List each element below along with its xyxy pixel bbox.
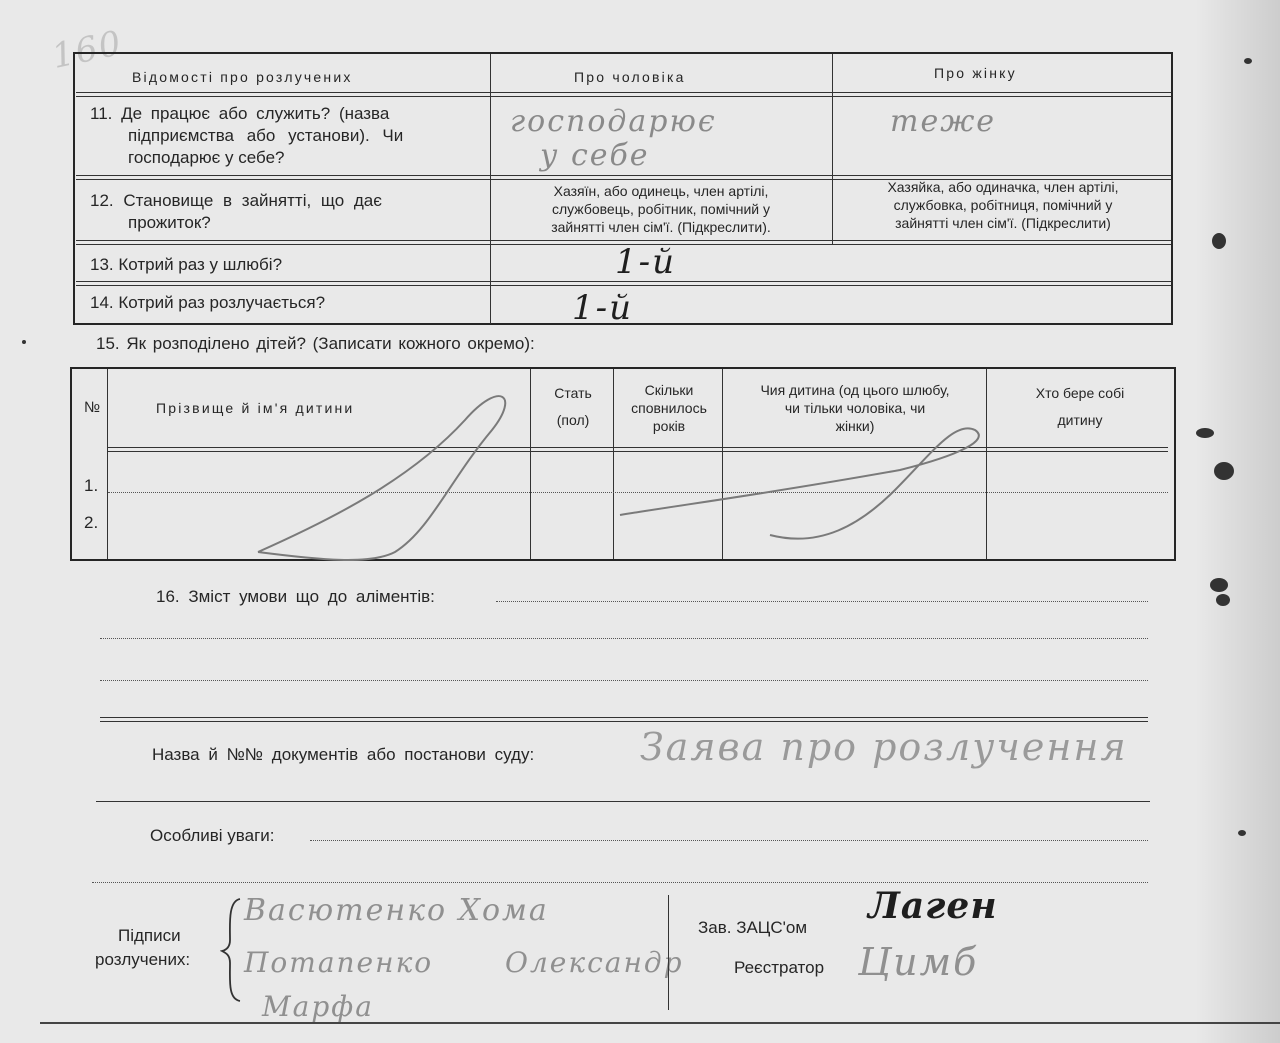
children-col-name: Прізвище й ім'я дитини bbox=[156, 400, 355, 416]
registrar-label: Реєстратор bbox=[734, 958, 825, 977]
header-husband: Про чоловіка bbox=[574, 69, 686, 85]
documents-line bbox=[96, 801, 1150, 802]
alimony-label: 16. Зміст умови що до аліментів: bbox=[156, 587, 435, 606]
row12-wife-options-2: службовка, робітниця, помічний у bbox=[893, 197, 1113, 213]
row12-wife-options-1: Хазяйка, або одиначка, член артілі, bbox=[887, 179, 1119, 195]
row11-husband-handwritten-2: у себе bbox=[540, 138, 650, 173]
ink-blot-2 bbox=[1196, 428, 1214, 438]
row12-label-line2: прожиток? bbox=[128, 213, 211, 232]
bottom-edge-line bbox=[40, 1022, 1280, 1024]
notes-line-1 bbox=[310, 840, 1148, 841]
children-col-sex-1: Стать bbox=[554, 385, 592, 401]
alimony-line-2 bbox=[100, 638, 1148, 639]
registrar-signature: Цимб bbox=[858, 940, 979, 984]
row11-label-line1: 11. Де працює або служить? (назва bbox=[90, 104, 390, 123]
children-row-1-num: 1. bbox=[84, 476, 99, 495]
row14-value-handwritten: 1-й bbox=[572, 288, 634, 328]
documents-handwritten: Заява про розлучення bbox=[640, 725, 1128, 769]
row11-wife-handwritten: теже bbox=[890, 104, 997, 139]
row14-label: 14. Котрий раз розлучається? bbox=[90, 293, 326, 312]
row12-husband-options-2: службовець, робітник, помічний у bbox=[551, 201, 771, 217]
children-col-sex-2: (пол) bbox=[556, 412, 590, 428]
notes-label: Особливі уваги: bbox=[150, 826, 275, 845]
header-wife: Про жінку bbox=[934, 65, 1017, 81]
alimony-line-3 bbox=[100, 680, 1148, 681]
corner-number: 160 bbox=[48, 23, 127, 77]
children-col-age-1: Скільки bbox=[644, 382, 694, 398]
row11-label-line2: підприємства або установи). Чи bbox=[128, 126, 404, 145]
row13-label: 13. Котрий раз у шлюбі? bbox=[90, 255, 283, 274]
row12-husband-options-3: зайнятті член сім'ї. (Підкреслити). bbox=[551, 219, 771, 235]
documents-label: Назва й №№ документів або постанови суду: bbox=[152, 745, 535, 764]
children-col-num: № bbox=[84, 399, 101, 416]
divorcee-signature-2: Потапенко bbox=[244, 946, 434, 979]
divorcee-signature-3: Марфа bbox=[262, 990, 374, 1023]
signatures-divider bbox=[668, 895, 669, 1010]
header-divorcee-info: Відомості про розлучених bbox=[132, 69, 353, 85]
ink-blot-7 bbox=[1238, 830, 1246, 836]
ink-blot-8 bbox=[22, 340, 26, 344]
divorcee-signature-1: Васютенко Хома bbox=[244, 893, 549, 928]
registry-head-signature: Лаген bbox=[868, 885, 998, 927]
children-col-age-2: сповнилось bbox=[631, 400, 707, 416]
alimony-line-1 bbox=[496, 601, 1148, 602]
row12-wife-options-3: зайнятті член сім'ї. (Підкреслити) bbox=[895, 215, 1111, 231]
row12-label-line1: 12. Становище в зайнятті, що дає bbox=[90, 191, 382, 210]
children-col-age-3: років bbox=[652, 418, 686, 434]
section15-title: 15. Як розподілено дітей? (Записати кожного окремо): bbox=[96, 334, 535, 353]
signatures-brace bbox=[220, 895, 244, 1005]
children-col-whose-3: жінки) bbox=[835, 418, 875, 434]
children-col-whose-1: Чия дитина (од цього шлюбу, bbox=[760, 382, 950, 398]
row11-label-line3: господарює у себе? bbox=[128, 148, 285, 167]
children-row-2-num: 2. bbox=[84, 513, 99, 532]
ink-blot-3 bbox=[1214, 462, 1234, 480]
notes-line-2 bbox=[92, 882, 1148, 883]
ink-blot-5 bbox=[1216, 594, 1230, 606]
children-col-who-takes-2: дитину bbox=[1057, 412, 1103, 428]
children-col-whose-2: чи тільки чоловіка, чи bbox=[784, 400, 926, 416]
divorcee-signature-middle: Олександр bbox=[505, 946, 684, 979]
ink-blot-1 bbox=[1212, 233, 1226, 249]
ink-blot-4 bbox=[1210, 578, 1228, 592]
row13-value-handwritten: 1-й bbox=[615, 242, 677, 282]
alimony-line-4 bbox=[100, 717, 1148, 722]
ink-blot-6 bbox=[1244, 58, 1252, 64]
signatures-label-1: Підписи bbox=[118, 926, 181, 945]
signatures-label-2: розлучених: bbox=[95, 950, 191, 969]
children-col-who-takes-1: Хто бере собі bbox=[1035, 385, 1125, 401]
registry-head-label: Зав. ЗАЦС'ом bbox=[698, 918, 808, 937]
row12-husband-options-1: Хазяїн, або одинець, член артілі, bbox=[553, 183, 769, 199]
row11-husband-handwritten-1: господарює bbox=[510, 104, 717, 139]
